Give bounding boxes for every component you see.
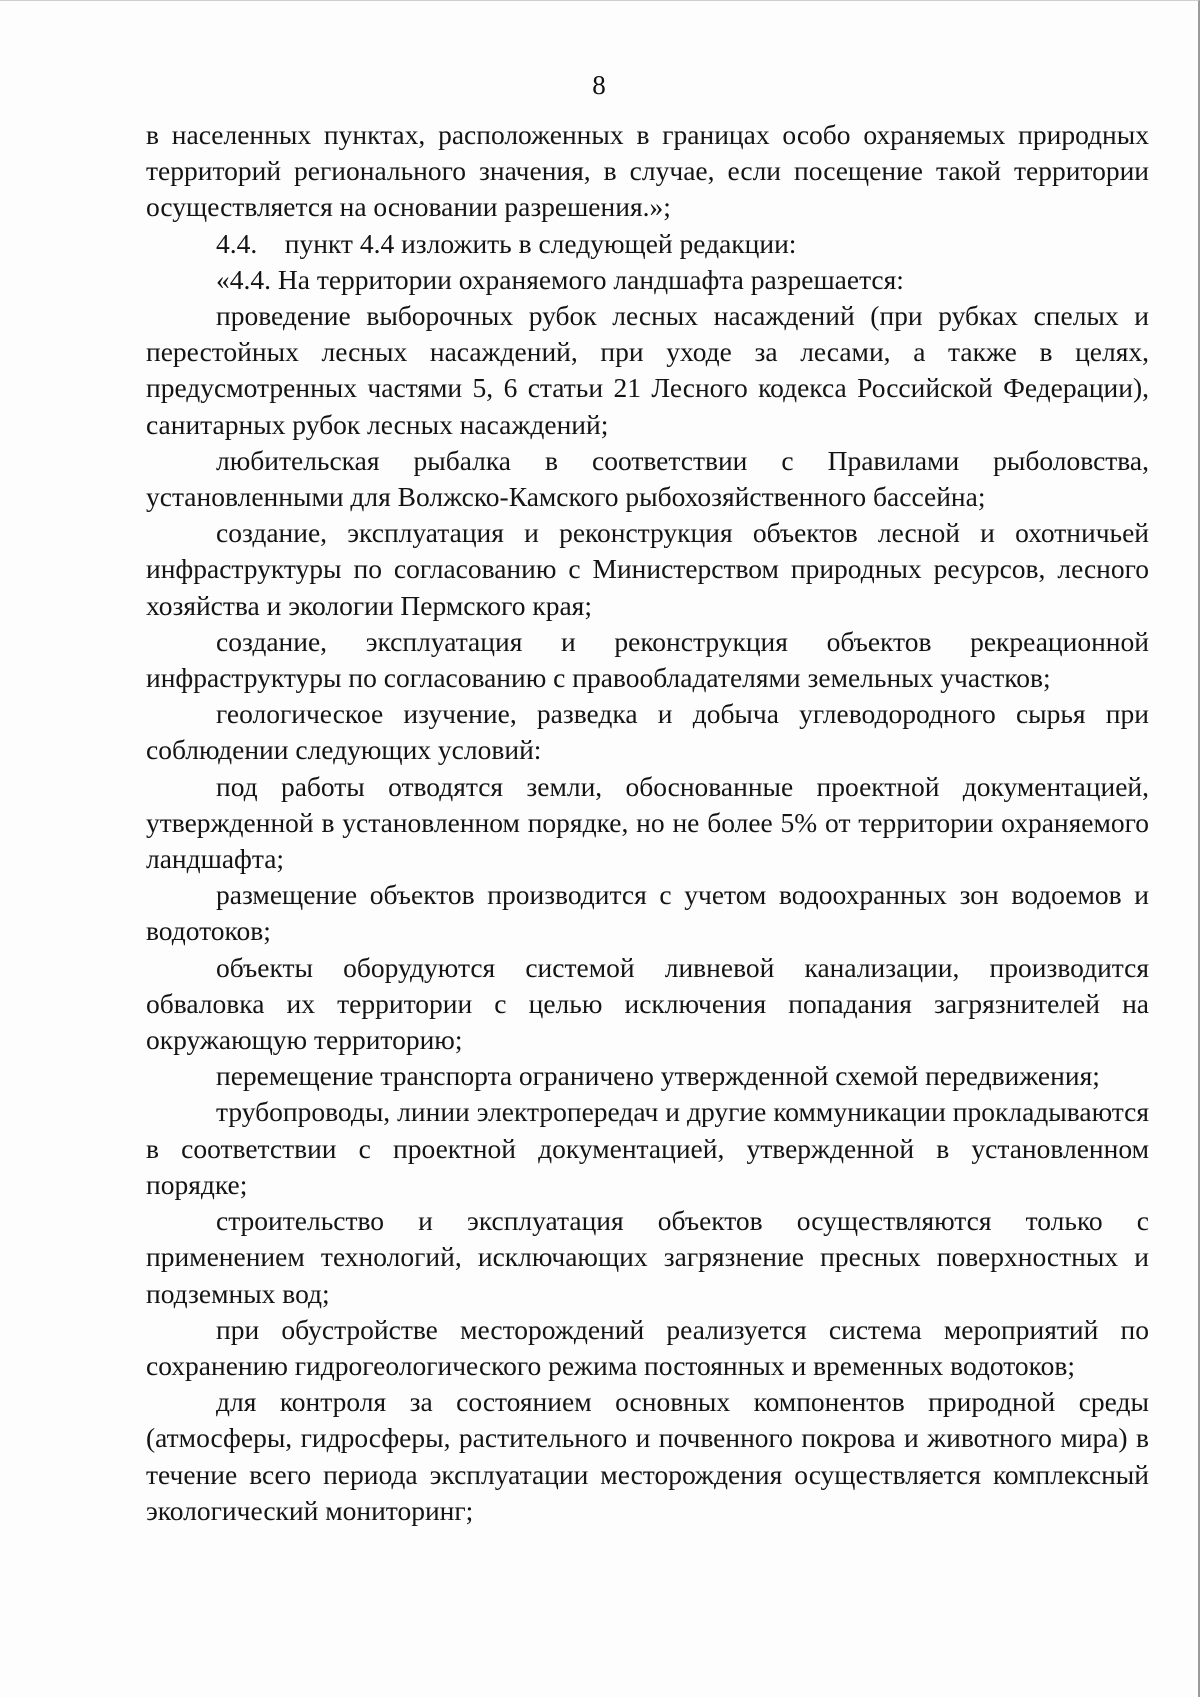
paragraph: создание, эксплуатация и реконструкция объектов рекреационной инфраструктуры по согласованию с правообладателями земельных участков; xyxy=(146,625,1149,694)
page-number: 8 xyxy=(592,70,606,100)
paragraph: перемещение транспорта ограничено утвержденной схемой передвижения; xyxy=(216,1060,1100,1092)
paragraph: проведение выборочных рубок лесных насаждений (при рубках спелых и перестойных лесных насаждений, при уходе за лесами, а также в целях, предусмотренных частями 5, 6 статьи 21 Лесного кодекса Российской Федерации), санитарных рубок лесных насаждений; xyxy=(146,300,1149,440)
paragraph: под работы отводятся земли, обоснованные проектной документацией, утвержденной в установленном порядке, но не более 5% от территории охраняемого ландшафта; xyxy=(146,770,1149,875)
paragraph: «4.4. На территории охраняемого ландшафта разрешается: xyxy=(216,263,904,295)
paragraph: для контроля за состоянием основных компонентов природной среды (атмосферы, гидросферы, растительного и почвенного покрова и животного мира) в течение всего периода эксплуатации месторождения осуществляется комплексный экологический мониторинг; xyxy=(146,1386,1149,1526)
paragraph: в населенных пунктах, расположенных в границах особо охраняемых природных территорий регионального значения, в случае, если посещение такой территории осуществляется на основании разрешения.»; xyxy=(146,119,1149,223)
document-body xyxy=(146,117,1149,1529)
paragraph: строительство и эксплуатация объектов осуществляются только с применением технологий, исключающих загрязнение пресных поверхностных и подземных вод; xyxy=(146,1205,1149,1309)
paragraph: геологическое изучение, разведка и добыча углеводородного сырья при соблюдении следующих условий: xyxy=(146,698,1149,766)
paragraph: трубопроводы, линии электропередач и другие коммуникации прокладываются в соответствии с проектной документацией, утвержденной в установленном порядке; xyxy=(146,1096,1149,1200)
paragraph: создание, эксплуатация и реконструкция объектов лесной и охотничьей инфраструктуры по согласованию с Министерством природных ресурсов, лесного хозяйства и экологии Пермского края; xyxy=(146,517,1149,621)
paragraph: 4.4. пункт 4.4 изложить в следующей редакции: xyxy=(216,227,797,259)
paragraph: размещение объектов производится с учетом водоохранных зон водоемов и водотоков; xyxy=(146,879,1149,947)
paragraph: объекты оборудуются системой ливневой канализации, производится обваловка их территории с целью исключения попадания загрязнителей на окружающую территорию; xyxy=(146,951,1149,1056)
paragraph: при обустройстве месторождений реализуется система мероприятий по сохранению гидрогеологического режима постоянных и временных водотоков; xyxy=(146,1313,1149,1381)
paragraph: любительская рыбалка в соответствии с Правилами рыболовства, установленными для Волжско-Камского рыбохозяйственного бассейна; xyxy=(146,444,1149,513)
